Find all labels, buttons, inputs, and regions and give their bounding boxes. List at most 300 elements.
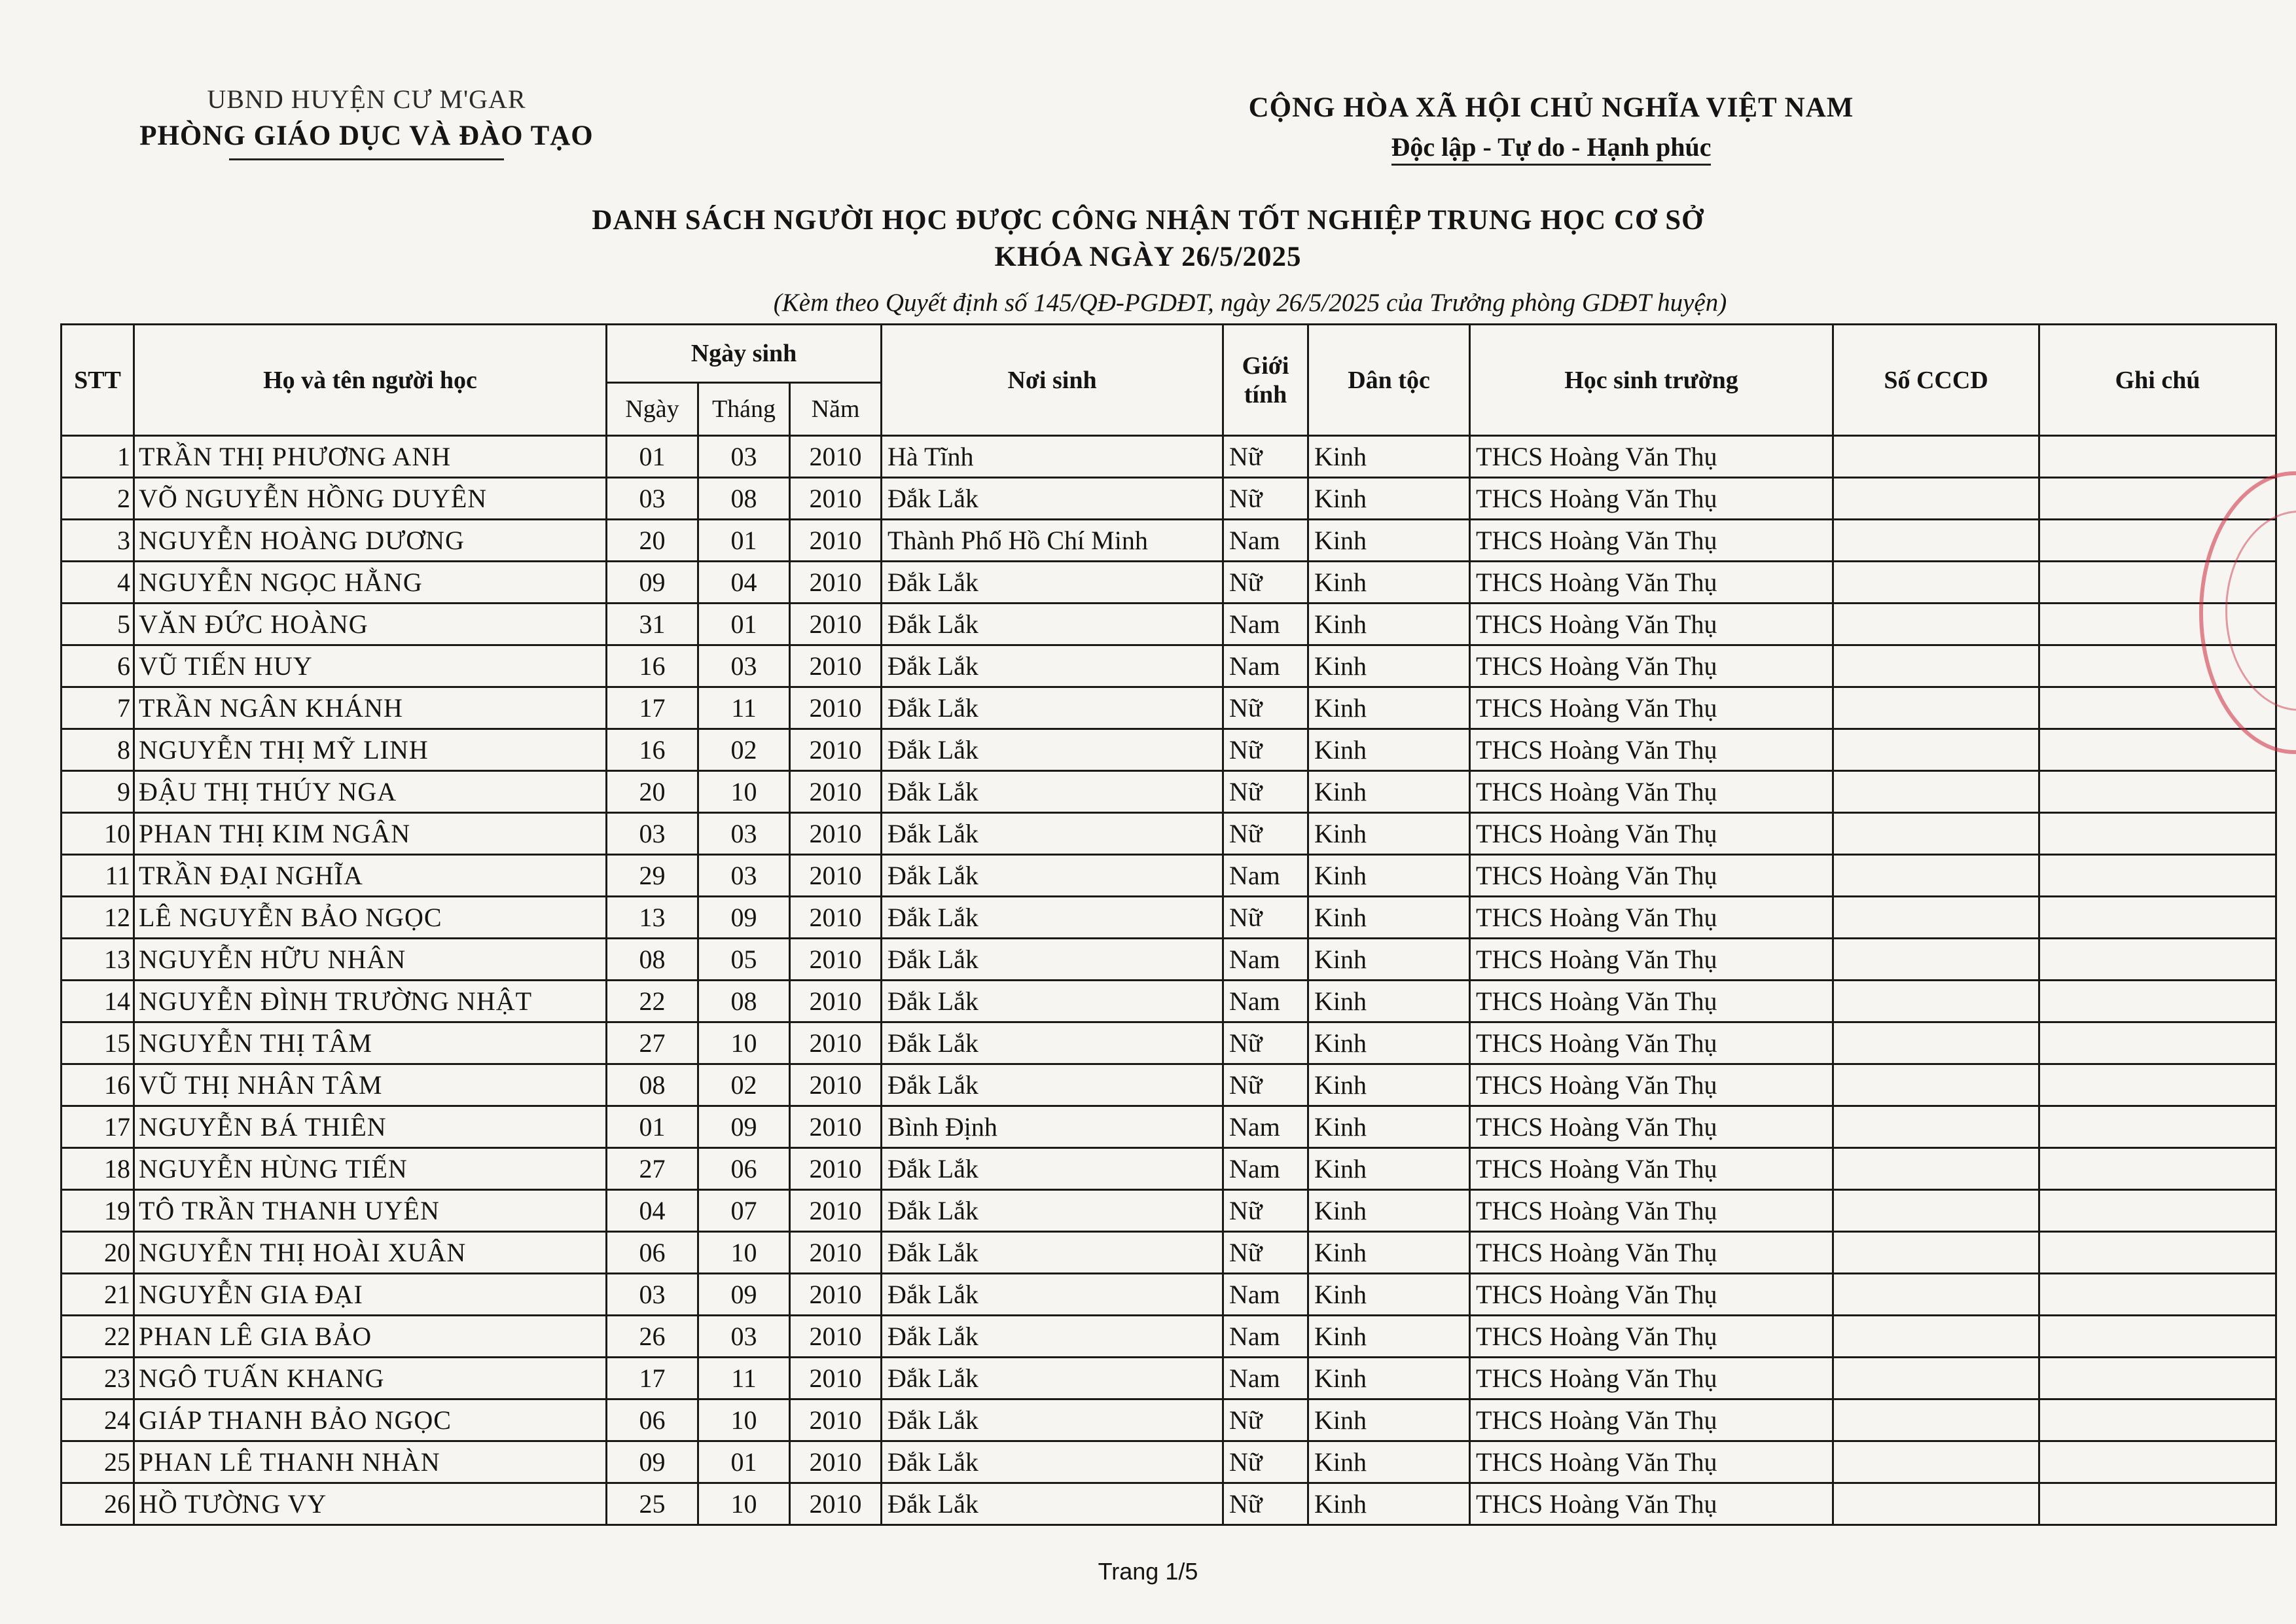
cell-month: 07 [698, 1190, 790, 1232]
table-row [62, 1274, 2276, 1316]
cell-gender: Nữ [1223, 687, 1308, 729]
cell-id [1833, 1064, 2039, 1106]
cell-school: THCS Hoàng Văn Thụ [1470, 562, 1833, 604]
cell-name: NGUYỄN ĐÌNH TRƯỜNG NHẬT [134, 981, 607, 1022]
cell-year: 2010 [790, 1316, 882, 1358]
cell-ethnicity: Kinh [1308, 478, 1470, 520]
national-motto: Độc lập - Tự do - Hạnh phúc [1391, 132, 1712, 166]
cell-school: THCS Hoàng Văn Thụ [1470, 813, 1833, 855]
cell-name: NGUYỄN HOÀNG DƯƠNG [134, 520, 607, 562]
table-row [62, 771, 2276, 813]
cell-school: THCS Hoàng Văn Thụ [1470, 1274, 1833, 1316]
cell-day: 31 [607, 604, 698, 645]
cell-birthplace: Đắk Lắk [882, 981, 1223, 1022]
cell-ethnicity: Kinh [1308, 1106, 1470, 1148]
cell-school: THCS Hoàng Văn Thụ [1470, 981, 1833, 1022]
cell-year: 2010 [790, 1190, 882, 1232]
header-birthplace: Nơi sinh [882, 325, 1223, 436]
table-row [62, 729, 2276, 771]
issuing-agency-header [118, 84, 615, 160]
cell-name: TRẦN NGÂN KHÁNH [134, 687, 607, 729]
cell-birthplace: Đắk Lắk [882, 478, 1223, 520]
cell-birthplace: Đắk Lắk [882, 1022, 1223, 1064]
cell-month: 02 [698, 729, 790, 771]
cell-id [1833, 939, 2039, 981]
cell-id [1833, 478, 2039, 520]
cell-stt: 21 [62, 1274, 134, 1316]
cell-note [2039, 1232, 2276, 1274]
cell-name: NGUYỄN THỊ MỸ LINH [134, 729, 607, 771]
cell-name: HỒ TƯỜNG VY [134, 1483, 607, 1525]
cell-name: NGUYỄN THỊ TÂM [134, 1022, 607, 1064]
cell-birthplace: Đắk Lắk [882, 687, 1223, 729]
cell-id [1833, 1441, 2039, 1483]
cell-name: PHAN THỊ KIM NGÂN [134, 813, 607, 855]
cell-school: THCS Hoàng Văn Thụ [1470, 604, 1833, 645]
cell-ethnicity: Kinh [1308, 813, 1470, 855]
country-name: CỘNG HÒA XÃ HỘI CHỦ NGHĨA VIỆT NAM [1248, 92, 1854, 123]
cell-year: 2010 [790, 897, 882, 939]
cell-month: 09 [698, 1274, 790, 1316]
cell-day: 16 [607, 729, 698, 771]
cell-name: NGÔ TUẤN KHANG [134, 1358, 607, 1399]
cell-birthplace: Đắk Lắk [882, 1232, 1223, 1274]
cell-ethnicity: Kinh [1308, 1232, 1470, 1274]
cell-note [2039, 1106, 2276, 1148]
table-row [62, 562, 2276, 604]
cell-gender: Nam [1223, 1358, 1308, 1399]
cell-gender: Nữ [1223, 478, 1308, 520]
cell-year: 2010 [790, 855, 882, 897]
cell-stt: 13 [62, 939, 134, 981]
cell-ethnicity: Kinh [1308, 1399, 1470, 1441]
cell-id [1833, 813, 2039, 855]
cell-id [1833, 687, 2039, 729]
cell-month: 10 [698, 1483, 790, 1525]
cell-school: THCS Hoàng Văn Thụ [1470, 436, 1833, 478]
cell-day: 16 [607, 645, 698, 687]
cell-name: PHAN LÊ THANH NHÀN [134, 1441, 607, 1483]
cell-birthplace: Đắk Lắk [882, 855, 1223, 897]
cell-id [1833, 1274, 2039, 1316]
cell-gender: Nữ [1223, 1064, 1308, 1106]
cell-year: 2010 [790, 436, 882, 478]
cell-birthplace: Đắk Lắk [882, 1148, 1223, 1190]
cell-stt: 22 [62, 1316, 134, 1358]
cell-birthplace: Đắk Lắk [882, 897, 1223, 939]
cell-birthplace: Đắk Lắk [882, 1190, 1223, 1232]
cell-note [2039, 1148, 2276, 1190]
cell-id [1833, 1316, 2039, 1358]
cell-ethnicity: Kinh [1308, 436, 1470, 478]
table-row [62, 897, 2276, 939]
cell-note [2039, 1483, 2276, 1525]
header-name: Họ và tên người học [134, 325, 607, 436]
cell-school: THCS Hoàng Văn Thụ [1470, 771, 1833, 813]
cell-day: 09 [607, 1441, 698, 1483]
cell-school: THCS Hoàng Văn Thụ [1470, 1483, 1833, 1525]
cell-school: THCS Hoàng Văn Thụ [1470, 1190, 1833, 1232]
cell-stt: 20 [62, 1232, 134, 1274]
table-row [62, 981, 2276, 1022]
cell-gender: Nữ [1223, 729, 1308, 771]
cell-birthplace: Đắk Lắk [882, 1064, 1223, 1106]
cell-stt: 11 [62, 855, 134, 897]
cell-gender: Nam [1223, 1106, 1308, 1148]
cell-gender: Nam [1223, 981, 1308, 1022]
cell-gender: Nam [1223, 855, 1308, 897]
cell-stt: 10 [62, 813, 134, 855]
table-row [62, 478, 2276, 520]
cell-ethnicity: Kinh [1308, 1022, 1470, 1064]
cell-stt: 2 [62, 478, 134, 520]
cell-gender: Nam [1223, 520, 1308, 562]
cell-month: 10 [698, 1232, 790, 1274]
cell-note [2039, 1022, 2276, 1064]
cell-id [1833, 520, 2039, 562]
graduates-table [60, 323, 2277, 1526]
cell-birthplace: Đắk Lắk [882, 1316, 1223, 1358]
cell-stt: 7 [62, 687, 134, 729]
cell-gender: Nữ [1223, 813, 1308, 855]
cell-month: 11 [698, 687, 790, 729]
cell-note [2039, 1274, 2276, 1316]
cell-ethnicity: Kinh [1308, 729, 1470, 771]
cell-gender: Nữ [1223, 436, 1308, 478]
cell-day: 22 [607, 981, 698, 1022]
cell-birthplace: Thành Phố Hồ Chí Minh [882, 520, 1223, 562]
cell-day: 08 [607, 1064, 698, 1106]
cell-stt: 6 [62, 645, 134, 687]
cell-name: NGUYỄN NGỌC HẰNG [134, 562, 607, 604]
cell-gender: Nam [1223, 1274, 1308, 1316]
table-row [62, 855, 2276, 897]
cell-day: 01 [607, 1106, 698, 1148]
table-row [62, 939, 2276, 981]
cell-ethnicity: Kinh [1308, 1358, 1470, 1399]
cell-stt: 4 [62, 562, 134, 604]
cell-ethnicity: Kinh [1308, 604, 1470, 645]
cell-ethnicity: Kinh [1308, 939, 1470, 981]
cell-id [1833, 604, 2039, 645]
cell-school: THCS Hoàng Văn Thụ [1470, 1316, 1833, 1358]
cell-year: 2010 [790, 1358, 882, 1399]
cell-id [1833, 1483, 2039, 1525]
exam-session-title: KHÓA NGÀY 26/5/2025 [994, 242, 1302, 272]
cell-note [2039, 1358, 2276, 1399]
cell-day: 06 [607, 1399, 698, 1441]
cell-birthplace: Đắk Lắk [882, 1358, 1223, 1399]
cell-birthplace: Bình Định [882, 1106, 1223, 1148]
national-motto-header [1139, 92, 1964, 166]
cell-id [1833, 562, 2039, 604]
cell-gender: Nam [1223, 1316, 1308, 1358]
cell-id [1833, 897, 2039, 939]
cell-month: 09 [698, 897, 790, 939]
cell-month: 03 [698, 1316, 790, 1358]
cell-stt: 25 [62, 1441, 134, 1483]
table-row [62, 687, 2276, 729]
table-row [62, 520, 2276, 562]
cell-stt: 15 [62, 1022, 134, 1064]
cell-stt: 1 [62, 436, 134, 478]
cell-month: 01 [698, 520, 790, 562]
cell-school: THCS Hoàng Văn Thụ [1470, 520, 1833, 562]
cell-ethnicity: Kinh [1308, 1483, 1470, 1525]
cell-ethnicity: Kinh [1308, 687, 1470, 729]
cell-day: 26 [607, 1316, 698, 1358]
cell-month: 10 [698, 1022, 790, 1064]
cell-name: NGUYỄN BÁ THIÊN [134, 1106, 607, 1148]
table-row [62, 436, 2276, 478]
cell-month: 08 [698, 981, 790, 1022]
cell-name: NGUYỄN HỮU NHÂN [134, 939, 607, 981]
cell-day: 08 [607, 939, 698, 981]
cell-year: 2010 [790, 645, 882, 687]
cell-id [1833, 1148, 2039, 1190]
cell-month: 02 [698, 1064, 790, 1106]
cell-ethnicity: Kinh [1308, 771, 1470, 813]
cell-day: 06 [607, 1232, 698, 1274]
cell-day: 25 [607, 1483, 698, 1525]
cell-day: 03 [607, 1274, 698, 1316]
cell-name: VĂN ĐỨC HOÀNG [134, 604, 607, 645]
cell-note [2039, 1441, 2276, 1483]
cell-school: THCS Hoàng Văn Thụ [1470, 729, 1833, 771]
cell-id [1833, 1232, 2039, 1274]
cell-day: 27 [607, 1148, 698, 1190]
cell-birthplace: Đắk Lắk [882, 1274, 1223, 1316]
cell-year: 2010 [790, 604, 882, 645]
cell-id [1833, 1399, 2039, 1441]
cell-month: 08 [698, 478, 790, 520]
cell-gender: Nam [1223, 1148, 1308, 1190]
cell-gender: Nữ [1223, 1441, 1308, 1483]
header-year: Năm [790, 383, 882, 436]
cell-month: 03 [698, 645, 790, 687]
cell-stt: 19 [62, 1190, 134, 1232]
cell-school: THCS Hoàng Văn Thụ [1470, 1441, 1833, 1483]
cell-year: 2010 [790, 771, 882, 813]
cell-birthplace: Đắk Lắk [882, 771, 1223, 813]
table-row [62, 1064, 2276, 1106]
cell-id [1833, 1358, 2039, 1399]
table-body [62, 436, 2276, 1525]
cell-note [2039, 897, 2276, 939]
cell-year: 2010 [790, 813, 882, 855]
cell-id [1833, 1022, 2039, 1064]
cell-gender: Nam [1223, 645, 1308, 687]
cell-gender: Nữ [1223, 1190, 1308, 1232]
cell-gender: Nữ [1223, 1399, 1308, 1441]
cell-ethnicity: Kinh [1308, 897, 1470, 939]
cell-ethnicity: Kinh [1308, 1064, 1470, 1106]
table-row [62, 1106, 2276, 1148]
cell-note [2039, 1399, 2276, 1441]
cell-id [1833, 729, 2039, 771]
cell-name: VÕ NGUYỄN HỒNG DUYÊN [134, 478, 607, 520]
cell-year: 2010 [790, 1483, 882, 1525]
district-committee-name: UBND HUYỆN CƯ M'GAR [207, 84, 526, 114]
cell-birthplace: Đắk Lắk [882, 1483, 1223, 1525]
cell-name: VŨ TIẾN HUY [134, 645, 607, 687]
cell-year: 2010 [790, 729, 882, 771]
cell-month: 09 [698, 1106, 790, 1148]
cell-ethnicity: Kinh [1308, 855, 1470, 897]
cell-month: 03 [698, 813, 790, 855]
page-number: Trang 1/5 [1098, 1558, 1198, 1585]
table-row [62, 1358, 2276, 1399]
table-row [62, 1190, 2276, 1232]
cell-name: TÔ TRẦN THANH UYÊN [134, 1190, 607, 1232]
cell-month: 03 [698, 436, 790, 478]
cell-year: 2010 [790, 1064, 882, 1106]
cell-birthplace: Đắk Lắk [882, 604, 1223, 645]
cell-school: THCS Hoàng Văn Thụ [1470, 1106, 1833, 1148]
cell-id [1833, 771, 2039, 813]
cell-ethnicity: Kinh [1308, 520, 1470, 562]
cell-gender: Nữ [1223, 1022, 1308, 1064]
cell-stt: 9 [62, 771, 134, 813]
cell-name: LÊ NGUYỄN BẢO NGỌC [134, 897, 607, 939]
cell-month: 03 [698, 855, 790, 897]
cell-day: 01 [607, 436, 698, 478]
cell-day: 27 [607, 1022, 698, 1064]
table-row [62, 1399, 2276, 1441]
cell-day: 20 [607, 771, 698, 813]
cell-note [2039, 729, 2276, 771]
cell-birthplace: Đắk Lắk [882, 939, 1223, 981]
cell-stt: 3 [62, 520, 134, 562]
cell-year: 2010 [790, 1148, 882, 1190]
cell-name: TRẦN THỊ PHƯƠNG ANH [134, 436, 607, 478]
cell-gender: Nữ [1223, 562, 1308, 604]
cell-school: THCS Hoàng Văn Thụ [1470, 939, 1833, 981]
table-row [62, 813, 2276, 855]
cell-stt: 16 [62, 1064, 134, 1106]
header-ethnicity: Dân tộc [1308, 325, 1470, 436]
cell-year: 2010 [790, 1232, 882, 1274]
cell-day: 03 [607, 478, 698, 520]
cell-gender: Nữ [1223, 1232, 1308, 1274]
cell-name: TRẦN ĐẠI NGHĨA [134, 855, 607, 897]
cell-stt: 5 [62, 604, 134, 645]
cell-stt: 23 [62, 1358, 134, 1399]
cell-note [2039, 1190, 2276, 1232]
cell-ethnicity: Kinh [1308, 1274, 1470, 1316]
cell-note [2039, 436, 2276, 478]
cell-stt: 14 [62, 981, 134, 1022]
cell-school: THCS Hoàng Văn Thụ [1470, 645, 1833, 687]
cell-day: 17 [607, 687, 698, 729]
header-school: Học sinh trường [1470, 325, 1833, 436]
cell-name: NGUYỄN GIA ĐẠI [134, 1274, 607, 1316]
header-month: Tháng [698, 383, 790, 436]
cell-birthplace: Đắk Lắk [882, 645, 1223, 687]
cell-id [1833, 436, 2039, 478]
header-id: Số CCCD [1833, 325, 2039, 436]
cell-birthplace: Đắk Lắk [882, 1399, 1223, 1441]
cell-birthplace: Đắk Lắk [882, 1441, 1223, 1483]
cell-school: THCS Hoàng Văn Thụ [1470, 1232, 1833, 1274]
cell-ethnicity: Kinh [1308, 1441, 1470, 1483]
cell-note [2039, 939, 2276, 981]
cell-gender: Nữ [1223, 1483, 1308, 1525]
cell-note [2039, 981, 2276, 1022]
cell-day: 03 [607, 813, 698, 855]
cell-birthplace: Đắk Lắk [882, 813, 1223, 855]
cell-id [1833, 1106, 2039, 1148]
cell-ethnicity: Kinh [1308, 1148, 1470, 1190]
document-title: DANH SÁCH NGƯỜI HỌC ĐƯỢC CÔNG NHẬN TỐT NGHIỆP TRUNG HỌC CƠ SỞ [592, 205, 1704, 236]
cell-note [2039, 1316, 2276, 1358]
cell-day: 20 [607, 520, 698, 562]
cell-day: 13 [607, 897, 698, 939]
table-row [62, 604, 2276, 645]
cell-day: 09 [607, 562, 698, 604]
cell-name: PHAN LÊ GIA BẢO [134, 1316, 607, 1358]
cell-stt: 8 [62, 729, 134, 771]
cell-stt: 12 [62, 897, 134, 939]
cell-school: THCS Hoàng Văn Thụ [1470, 1399, 1833, 1441]
cell-name: GIÁP THANH BẢO NGỌC [134, 1399, 607, 1441]
cell-year: 2010 [790, 562, 882, 604]
table-row [62, 1022, 2276, 1064]
cell-stt: 24 [62, 1399, 134, 1441]
cell-note [2039, 771, 2276, 813]
cell-id [1833, 1190, 2039, 1232]
cell-month: 04 [698, 562, 790, 604]
cell-school: THCS Hoàng Văn Thụ [1470, 855, 1833, 897]
cell-month: 01 [698, 1441, 790, 1483]
header-stt: STT [62, 325, 134, 436]
decision-reference: (Kèm theo Quyết định số 145/QĐ-PGDĐT, ngày 26/5/2025 của Trưởng phòng GDĐT huyện) [773, 289, 1727, 317]
cell-year: 2010 [790, 478, 882, 520]
cell-month: 10 [698, 771, 790, 813]
cell-month: 06 [698, 1148, 790, 1190]
cell-year: 2010 [790, 1441, 882, 1483]
cell-name: NGUYỄN HÙNG TIẾN [134, 1148, 607, 1190]
cell-ethnicity: Kinh [1308, 645, 1470, 687]
cell-school: THCS Hoàng Văn Thụ [1470, 478, 1833, 520]
cell-ethnicity: Kinh [1308, 981, 1470, 1022]
cell-month: 11 [698, 1358, 790, 1399]
cell-name: ĐẬU THỊ THÚY NGA [134, 771, 607, 813]
cell-day: 29 [607, 855, 698, 897]
cell-day: 04 [607, 1190, 698, 1232]
cell-school: THCS Hoàng Văn Thụ [1470, 1148, 1833, 1190]
cell-birthplace: Đắk Lắk [882, 729, 1223, 771]
cell-gender: Nam [1223, 604, 1308, 645]
cell-gender: Nữ [1223, 897, 1308, 939]
cell-id [1833, 645, 2039, 687]
table-row [62, 1148, 2276, 1190]
header-underline [229, 158, 504, 160]
cell-month: 01 [698, 604, 790, 645]
cell-gender: Nam [1223, 939, 1308, 981]
cell-ethnicity: Kinh [1308, 562, 1470, 604]
cell-month: 05 [698, 939, 790, 981]
cell-year: 2010 [790, 687, 882, 729]
cell-stt: 18 [62, 1148, 134, 1190]
cell-school: THCS Hoàng Văn Thụ [1470, 897, 1833, 939]
header-day: Ngày [607, 383, 698, 436]
cell-birthplace: Hà Tĩnh [882, 436, 1223, 478]
cell-year: 2010 [790, 939, 882, 981]
cell-id [1833, 981, 2039, 1022]
cell-year: 2010 [790, 520, 882, 562]
header-gender: Giới tính [1223, 325, 1308, 436]
